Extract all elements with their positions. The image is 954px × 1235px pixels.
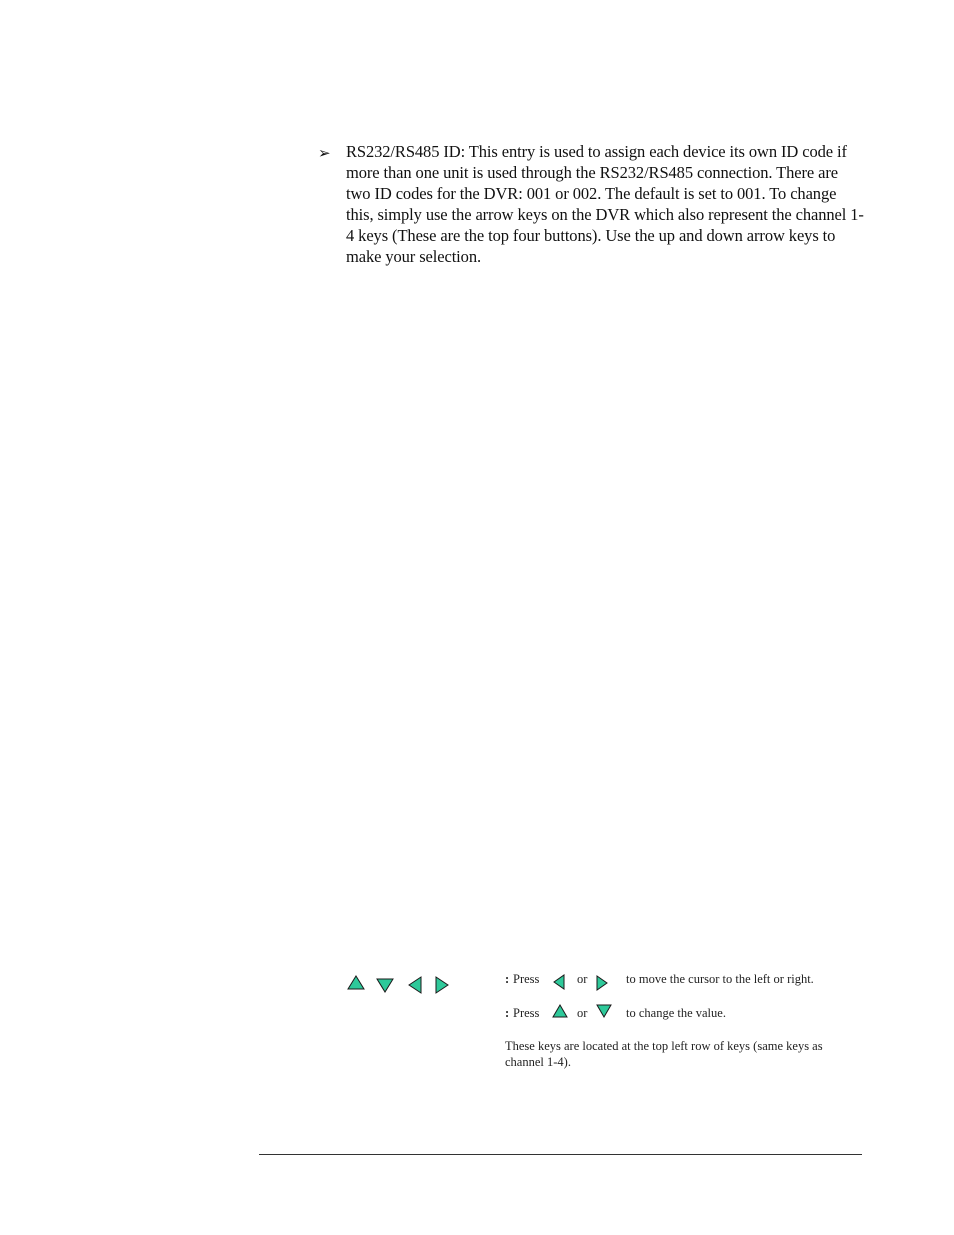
note-colon: : [505,1006,510,1020]
down-arrow-icon [375,976,395,994]
left-arrow-icon [551,973,567,991]
note-up-down [505,1005,865,1025]
up-arrow-icon [346,974,366,992]
note-left-right-text: to move the cursor to the left or right. [626,972,814,986]
note-or-label: or [577,1006,588,1020]
bullet-text: RS232/RS485 ID: This entry is used to assign each device its own ID code if more than one unit is used through the RS232/RS485 connection. There are two ID codes for the DVR: 001 or 002. The default is set to 001. To change this, simply use the arrow keys on the DVR which also represent the channel 1-4 keys (These are the top four buttons). Use the up and down arrow keys to make your selection. [346,142,864,266]
footer-divider [259,1154,862,1155]
note-or-label: or [577,972,588,986]
note-colon: : [505,972,510,986]
right-arrow-icon [433,975,451,995]
note-press-label: Press [513,1006,540,1020]
left-arrow-icon [406,975,424,995]
bullet-arrow-icon: ➢ [318,146,331,162]
down-arrow-icon [595,1003,613,1020]
note-left-right [505,971,865,991]
up-arrow-icon [551,1003,569,1020]
note-key-location: These keys are located at the top left row of keys (same keys as channel 1-4). [505,1039,823,1069]
right-arrow-icon [594,974,610,992]
note-up-down-text: to change the value. [626,1006,726,1020]
note-press-label: Press [513,972,540,986]
